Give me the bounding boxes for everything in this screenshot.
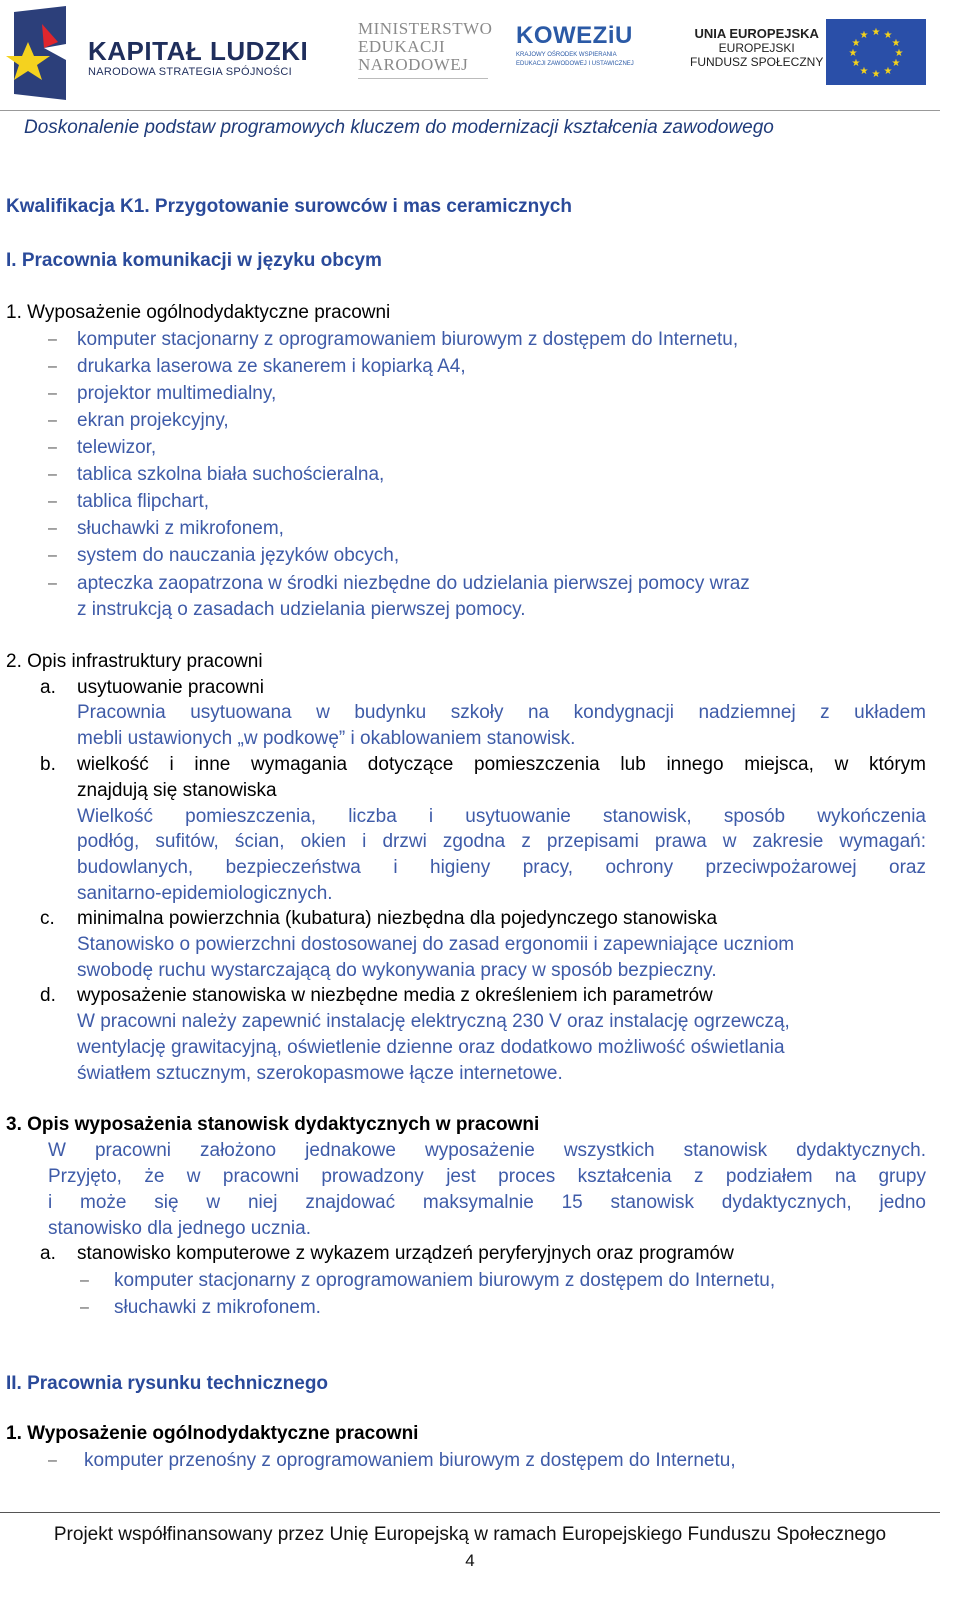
s2-a-label: usytuowanie pracowni: [77, 677, 264, 698]
svg-text:★: ★: [859, 30, 869, 41]
list-item: telewizor,: [77, 437, 157, 458]
header-subtitle: Doskonalenie podstaw programowych kluczem do modernizacji kształcenia zawodowego: [24, 117, 774, 138]
list-item: tablica flipchart,: [77, 491, 210, 512]
s2-a-text: mebli ustawionych „w podkowę” i okablowaniem stanowisk.: [77, 728, 576, 749]
svg-text:★: ★: [871, 27, 881, 38]
header-divider: [0, 110, 940, 111]
list-dash: –: [80, 1299, 89, 1316]
s2-b-label: wielkość i inne wymagania dotyczące pomieszczenia lub innego miejsca, w którym: [77, 754, 926, 775]
s3-text: i może się w niej znajdować maksymalnie 15 stanowisk dydaktycznych, jedno: [48, 1192, 926, 1213]
s3-text: stanowisko dla jednego ucznia.: [48, 1218, 312, 1239]
list-item: tablica szkolna biała suchościeralna,: [77, 464, 385, 485]
lab1-s1-heading: 1. Wyposażenie ogólnodydaktyczne pracowni: [6, 302, 391, 323]
footer-divider: [0, 1512, 940, 1513]
list-item: system do nauczania języków obcych,: [77, 545, 400, 566]
eu-flag-icon: [826, 19, 926, 85]
list-item: komputer stacjonarny z oprogramowaniem biurowym z dostępem do Internetu,: [77, 329, 739, 350]
eu-text: [690, 26, 823, 69]
ministry-line-1: MINISTERSTWO: [358, 19, 493, 38]
s2-c-text: Stanowisko o powierzchni dostosowanej do zasad ergonomii i zapewniające uczniom: [77, 934, 795, 955]
svg-text:★: ★: [859, 66, 869, 77]
page-number: 4: [465, 1551, 475, 1570]
lab1-title: I. Pracownia komunikacji w języku obcym: [6, 250, 382, 271]
svg-text:★: ★: [894, 48, 904, 59]
ministry-underline: [358, 78, 488, 79]
svg-text:★: ★: [883, 66, 893, 77]
s2-c-marker: c.: [40, 908, 55, 929]
qualification-title: Kwalifikacja K1. Przygotowanie surowców i mas ceramicznych: [6, 196, 572, 217]
s2-d-text: światłem sztucznym, szerokopasmowe łącze internetowe.: [77, 1063, 563, 1084]
s2-b-text: sanitarno-epidemiologicznych.: [77, 883, 333, 904]
s2-a-text: Pracownia usytuowana w budynku szkoły na kondygnacji nadziemnej z układem: [77, 702, 926, 723]
list-item: słuchawki z mikrofonem,: [77, 518, 284, 539]
s3-a-marker: a.: [40, 1243, 56, 1264]
ministry-line-3: NARODOWEJ: [358, 55, 469, 74]
s2-a-marker: a.: [40, 677, 56, 698]
s2-d-text: W pracowni należy zapewnić instalację elektryczną 230 V oraz instalację ogrzewczą,: [77, 1011, 790, 1032]
list-item: ekran projekcyjny,: [77, 410, 229, 431]
kapital-ludzki-star-icon: [4, 4, 82, 102]
s3-a-label: stanowisko komputerowe z wykazem urządzeń peryferyjnych oraz programów: [77, 1243, 734, 1264]
s2-b-marker: b.: [40, 754, 56, 775]
svg-text:★: ★: [891, 58, 901, 69]
s2-d-marker: d.: [40, 985, 56, 1006]
eu-line-2: EUROPEJSKI: [718, 41, 795, 55]
list-dash: –: [48, 412, 57, 429]
s2-d-text: wentylację grawitacyjną, oświetlenie dzienne oraz dodatkowo możliwość oświetlania: [77, 1037, 785, 1058]
list-dash: –: [48, 1452, 57, 1469]
list-item: projektor multimedialny,: [77, 383, 277, 404]
svg-text:★: ★: [851, 58, 861, 69]
list-item: słuchawki z mikrofonem.: [114, 1297, 321, 1318]
list-dash: –: [48, 358, 57, 375]
lab2-title: II. Pracownia rysunku technicznego: [6, 1373, 329, 1394]
koweziu-logo: [516, 22, 634, 68]
list-item-continuation: z instrukcją o zasadach udzielania pierwszej pomocy.: [77, 599, 526, 620]
koweziu-sub-1: KRAJOWY OŚRODEK WSPIERANIA: [516, 52, 617, 58]
list-dash: –: [80, 1272, 89, 1289]
list-dash: –: [48, 575, 57, 592]
kapital-ludzki-subtitle: NARODOWA STRATEGIA SPÓJNOŚCI: [88, 66, 292, 78]
list-dash: –: [48, 331, 57, 348]
ministry-line-2: EDUKACJI: [358, 37, 446, 56]
kapital-ludzki-title: KAPITAŁ LUDZKI: [88, 36, 309, 66]
list-dash: –: [48, 466, 57, 483]
s2-c-label: minimalna powierzchnia (kubatura) niezbędna dla pojedynczego stanowiska: [77, 908, 718, 929]
svg-text:★: ★: [848, 48, 858, 59]
s3-text: Przyjęto, że w pracowni prowadzony jest proces kształcenia z podziałem na grupy: [48, 1166, 926, 1187]
s2-b-label: znajdują się stanowiska: [77, 780, 277, 801]
list-dash: –: [48, 493, 57, 510]
logo-bar: [0, 0, 960, 110]
s2-d-label: wyposażenie stanowiska w niezbędne media z określeniem ich parametrów: [77, 985, 713, 1006]
s2-b-text: budowlanych, bezpieczeństwa i higieny pracy, ochrony przeciwpożarowej oraz: [77, 857, 926, 878]
list-item: drukarka laserowa ze skanerem i kopiarką A4,: [77, 356, 466, 377]
koweziu-sub-2: EDUKACJI ZAWODOWEJ I USTAWICZNEJ: [516, 61, 634, 67]
list-dash: –: [48, 439, 57, 456]
footer-text: Projekt współfinansowany przez Unię Europejską w ramach Europejskiego Funduszu Społecznego: [53, 1524, 887, 1545]
s2-b-text: Wielkość pomieszczenia, liczba i usytuowanie stanowisk, sposób wykończenia: [77, 806, 926, 827]
eu-line-1: UNIA EUROPEJSKA: [694, 26, 819, 41]
s3-text: W pracowni założono jednakowe wyposażenie wszystkich stanowisk dydaktycznych.: [48, 1140, 926, 1161]
s2-b-text: podłóg, sufitów, ścian, okien i drzwi zgodna z przepisami prawa w zakresie wymagań:: [77, 831, 926, 852]
lab1-s3-heading: 3. Opis wyposażenia stanowisk dydaktycznych w pracowni: [6, 1114, 540, 1135]
eu-line-3: FUNDUSZ SPOŁECZNY: [690, 55, 824, 69]
svg-text:★: ★: [891, 38, 901, 49]
lab1-s2-heading: 2. Opis infrastruktury pracowni: [6, 651, 263, 672]
svg-text:★: ★: [871, 69, 881, 80]
svg-text:★: ★: [851, 38, 861, 49]
list-dash: –: [48, 520, 57, 537]
koweziu-name: KOWEZiU: [516, 22, 633, 49]
list-dash: –: [48, 547, 57, 564]
list-item: komputer przenośny z oprogramowaniem biurowym z dostępem do Internetu,: [84, 1450, 736, 1471]
list-item: komputer stacjonarny z oprogramowaniem biurowym z dostępem do Internetu,: [114, 1270, 776, 1291]
ministry-logo: [358, 20, 492, 74]
svg-text:★: ★: [883, 30, 893, 41]
s2-c-text: swobodę ruchu wystarczającą do wykonywania pracy w sposób bezpieczny.: [77, 960, 717, 981]
list-item: apteczka zaopatrzona w środki niezbędne do udzielania pierwszej pomocy wraz: [77, 573, 750, 594]
lab2-s1-heading: 1. Wyposażenie ogólnodydaktyczne pracowni: [6, 1423, 419, 1444]
list-dash: –: [48, 385, 57, 402]
